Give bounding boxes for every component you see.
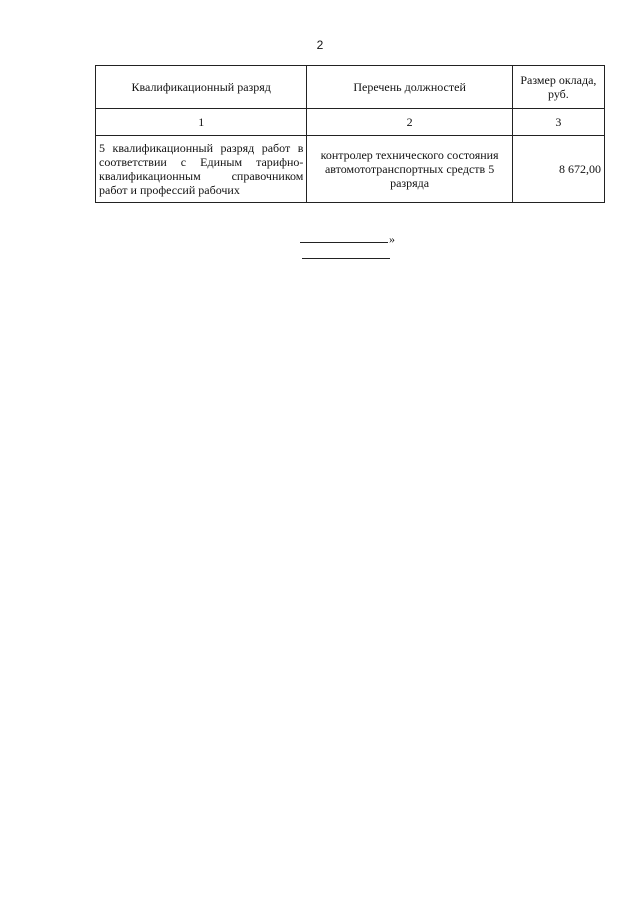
table-header-row: [96, 66, 605, 109]
header-qualification: Квалификационный разряд: [96, 66, 307, 109]
column-number-row: [96, 109, 605, 136]
closing-underline-2: [302, 258, 390, 259]
qualification-cell: 5 квалификационный разряд работ в соответствии с Единым тарифно-квалификационным справочником работ и профессий рабочих: [96, 136, 307, 203]
position-cell: контролер технического состояния автомототранспортных средств 5 разряда: [307, 136, 512, 203]
header-salary: Размер оклада, руб.: [512, 66, 604, 109]
table-row: [96, 136, 605, 203]
column-number-1: 1: [96, 109, 307, 136]
salary-cell: 8 672,00: [512, 136, 604, 203]
column-number-3: 3: [512, 109, 604, 136]
closing-underline-1: [300, 242, 388, 243]
column-number-2: 2: [307, 109, 512, 136]
salary-table: [95, 65, 605, 203]
closing-quote: »: [389, 232, 395, 246]
header-positions: Перечень должностей: [307, 66, 512, 109]
page-number: 2: [316, 38, 324, 52]
